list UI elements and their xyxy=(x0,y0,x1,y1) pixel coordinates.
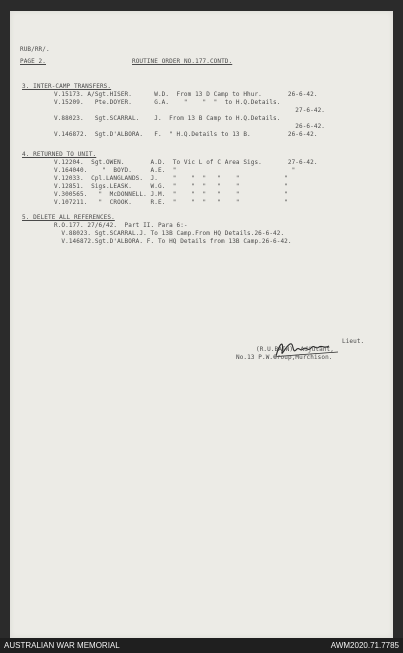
s4-line: V.300565. " McDONNELL. J.M. " " " " " " xyxy=(54,191,288,198)
s3-line: 27-6-42. xyxy=(54,107,325,114)
document-page xyxy=(10,11,393,638)
s3-line: V.88023. Sgt.SCARRAL. J. From 13 B Camp to H.Q.Details. xyxy=(54,115,281,122)
s4-line: V.12204. Sgt.OWEN. A.D. To Vic L of C Area Sigs. 27-6-42. xyxy=(54,159,318,166)
s4-line: V.12851. Sigs.LEASK. W.G. " " " " " " xyxy=(54,183,288,190)
s4-line: V.164040. " BOYD. A.E. " " xyxy=(54,167,296,174)
s5-line: V.88023. Sgt.SCARRAL.J. To 13B Camp.From HQ Details.26-6-42. xyxy=(54,230,285,237)
footer-catalog-id: AWM2020.71.7785 xyxy=(330,641,399,650)
doc-heading: ROUTINE ORDER NO.177.CONTD. xyxy=(132,58,233,65)
section-4-title: 4. RETURNED TO UNIT. xyxy=(22,151,97,158)
signatory-name: (R.U.BAIN) Adjutant, xyxy=(256,346,334,353)
signatory-rank: Lieut. xyxy=(342,338,365,345)
footer-institution: AUSTRALIAN WAR MEMORIAL xyxy=(4,641,120,650)
s4-line: V.12033. Cpl.LANGLANDS. J. " " " " " " xyxy=(54,175,288,182)
s4-line: V.107211. " CROOK. R.E. " " " " " " xyxy=(54,199,288,206)
s3-line: V.15173. A/Sgt.HISER. W.D. From 13 D Camp to Hhur. 26-6-42. xyxy=(54,91,318,98)
s3-line: V.146872. Sgt.D'ALBORA. F. " H.Q.Details to 13 B. 26-6-42. xyxy=(54,131,318,138)
s3-line: V.15209. Pte.DOYER. G.A. " " " to H.Q.Details. xyxy=(54,99,281,106)
s3-line: 26-6-42. xyxy=(54,123,325,130)
doc-ref: RUB/RR/. xyxy=(20,46,50,53)
signatory-unit: No.13 P.W.Group,Murchison. xyxy=(236,354,333,361)
section-5-title: 5. DELETE ALL REFERENCES. xyxy=(22,214,115,221)
s5-line: V.146872.Sgt.D'ALBORA. F. To HQ Details from 13B Camp.26-6-42. xyxy=(54,238,292,245)
s5-line: R.O.177. 27/6/42. Part II. Para 6:- xyxy=(54,222,188,229)
section-3-title: 3. INTER-CAMP TRANSFERS. xyxy=(22,83,112,90)
archive-footer xyxy=(0,638,403,653)
page-number: PAGE 2. xyxy=(20,58,46,65)
